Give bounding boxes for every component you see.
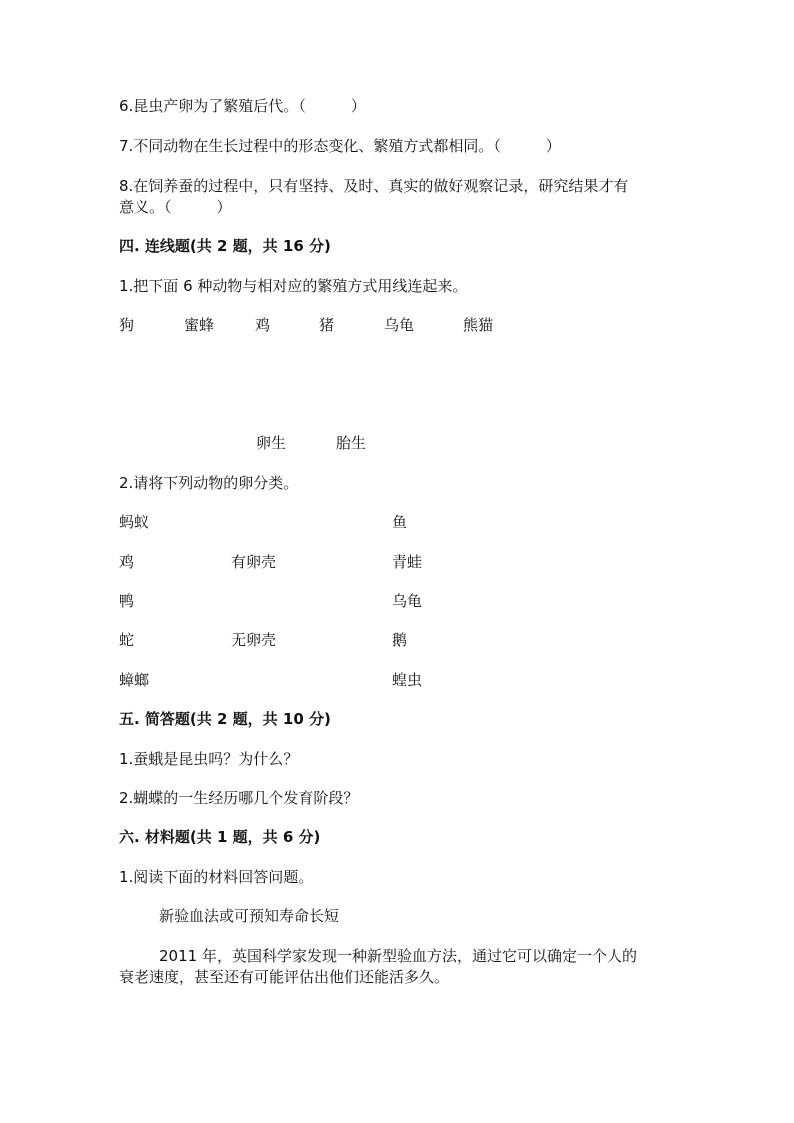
section-6-question-1: 1.阅读下面的材料回答问题。 bbox=[119, 868, 314, 886]
section-5-title: 五. 简答题(共 2 题，共 10 分) bbox=[119, 710, 331, 728]
section-5-question-2: 2.蝴蝶的一生经历哪几个发育阶段？ bbox=[119, 789, 359, 807]
animal-2: 蜜蜂 bbox=[184, 316, 215, 334]
question-8-line-2: 意义。（ ） bbox=[119, 198, 232, 216]
animal-5: 乌龟 bbox=[384, 316, 415, 334]
section-6-title: 六. 材料题(共 1 题，共 6 分) bbox=[119, 828, 321, 846]
category-without-shell: 无卵壳 bbox=[231, 631, 277, 649]
animal-3: 鸡 bbox=[255, 316, 271, 334]
left-animal-1: 蚂蚁 bbox=[119, 513, 150, 531]
question-6: 6.昆虫产卵为了繁殖后代。（ ） bbox=[119, 97, 366, 115]
method-oviparous: 卵生 bbox=[256, 434, 287, 452]
material-line-2: 衰老速度，甚至还有可能评估出他们还能活多久。 bbox=[119, 968, 450, 986]
right-animal-4: 鹅 bbox=[392, 631, 408, 649]
right-animal-1: 鱼 bbox=[392, 513, 408, 531]
animal-1: 狗 bbox=[119, 316, 135, 334]
section-4-question-1: 1.把下面 6 种动物与相对应的繁殖方式用线连起来。 bbox=[119, 277, 468, 295]
material-title: 新验血法或可预知寿命长短 bbox=[159, 907, 340, 925]
section-5-question-1: 1.蚕蛾是昆虫吗？为什么？ bbox=[119, 750, 299, 768]
question-7: 7.不同动物在生长过程中的形态变化、繁殖方式都相同。（ ） bbox=[119, 137, 561, 155]
method-viviparous: 胎生 bbox=[336, 434, 367, 452]
section-4-question-2: 2.请将下列动物的卵分类。 bbox=[119, 474, 299, 492]
section-4-title: 四. 连线题(共 2 题，共 16 分) bbox=[119, 237, 331, 255]
right-animal-2: 青蛙 bbox=[392, 553, 423, 571]
category-with-shell: 有卵壳 bbox=[231, 553, 277, 571]
animal-4: 猪 bbox=[319, 316, 335, 334]
material-line-1: 2011 年，英国科学家发现一种新型验血方法，通过它可以确定一个人的 bbox=[159, 947, 637, 965]
question-8-line-1: 8.在饲养蚕的过程中，只有坚持、及时、真实的做好观察记录，研究结果才有 bbox=[119, 177, 629, 195]
right-animal-3: 乌龟 bbox=[392, 592, 423, 610]
left-animal-3: 鸭 bbox=[119, 592, 135, 610]
right-animal-5: 蝗虫 bbox=[392, 671, 423, 689]
left-animal-5: 蟑螂 bbox=[119, 671, 150, 689]
animal-6: 熊猫 bbox=[463, 316, 494, 334]
left-animal-4: 蛇 bbox=[119, 631, 135, 649]
left-animal-2: 鸡 bbox=[119, 553, 135, 571]
